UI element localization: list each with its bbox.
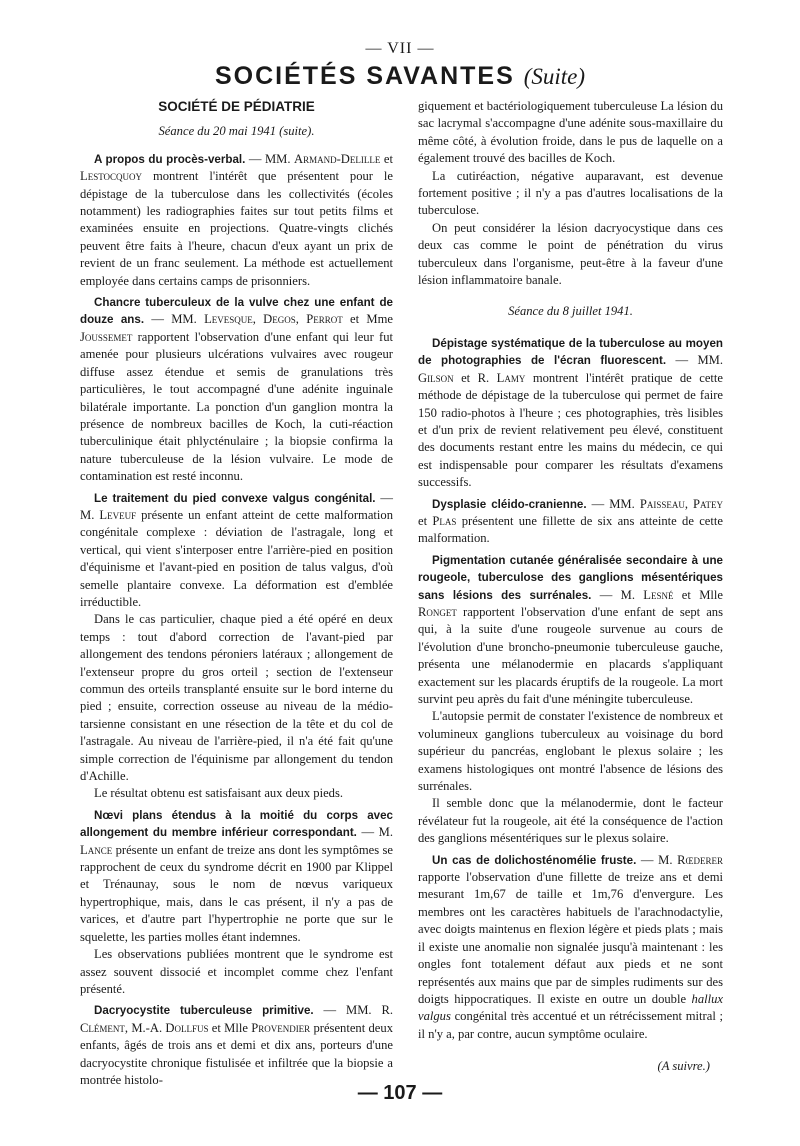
author: Lestocquoy <box>80 169 143 184</box>
article-text: présente un enfant atteint de cette malformation congénitale complexe : déviation de l'astragale, long et vertical, qui vient s'interposer entre l'arrière-pied en position d'équinisme et l'avant-pied en position de talus valgus, d'où semelle plantaire convexe. La déformation est d'emblée irréductible. <box>80 507 394 609</box>
text-fragment: — MM. <box>666 353 724 368</box>
title-text: SOCIÉTÉS SAVANTES <box>214 62 515 90</box>
article-text: rapporte l'observation d'une fillette de treize ans et demi mesurant 1m,67 de taille et 1m,76 d'envergure. Les membres ont les caractères habituels de l'arachnodactylie, avec doigts maintenus en flexion légère et pieds plats ; mais il existe une anomalie non signalée jusqu'à maintenant : les ongles font totalement défaut aux pieds et ne sont représentés aux mains que par de simples rudiments sur des doigts hippocratiques. Il existe en outre un double <box>418 870 723 1006</box>
text-fragment: et <box>418 513 433 528</box>
text-fragment: — MM. <box>144 312 205 327</box>
text-fragment: et <box>380 151 393 166</box>
text-fragment: et Mlle <box>208 1020 252 1035</box>
paragraph: Le résultat obtenu est satisfaisant aux deux pieds. <box>94 786 344 801</box>
text-fragment: — M. <box>80 490 393 522</box>
paragraph: L'autopsie permit de constater l'existence de nombreux et volumineux ganglions tuberculeux au voisinage du bord supérieur du pancréas, englobant le plexus solaire ; les examens histologiques ont montré l'absence de lésions des surrénales. <box>418 709 723 794</box>
author: Paisseau, Patey <box>639 496 723 511</box>
author: Lance <box>80 842 113 857</box>
text-fragment: — M. <box>356 825 393 840</box>
author: Lamy <box>496 370 526 385</box>
paragraph-continued: giquement et bactériologiquement tuberculeuse La lésion du sac lacrymal s'accompagne d'une adénite sous-maxillaire du même côté, à évolution froide, dans le pus de laquelle on a également trouvé des bacilles de Koch. <box>418 99 723 166</box>
author: Rœderer <box>677 852 723 867</box>
author: Joussemet <box>80 329 133 344</box>
title-suite: (Suite) <box>523 64 586 89</box>
article-text: congénital très accentué et un rétrécissement mitral ; il n'y a, par contre, aucun symptôme oculaire. <box>418 1009 723 1041</box>
running-header-page: — VII — <box>365 40 435 57</box>
article-dolichostenomelie <box>418 852 723 1043</box>
section-title: SOCIÉTÉ DE PÉDIATRIE <box>158 99 315 114</box>
left-column <box>80 96 393 1089</box>
text-fragment: — MM. <box>313 1003 382 1018</box>
article-text: présente un enfant de treize ans dont les symptômes se rapprochent de ceux du syndrome décrit en 1900 par Klippel et Trénaunay, sous le nom de nœvus variqueux hypertrophique, mais, dans le cas présent, il n'y a pas de varices, et d'autre part l'hypertrophie ne porte que sur le squelette, les parties molles étant indemnes. <box>80 842 393 944</box>
italic-term: hallux valgus <box>418 991 723 1024</box>
text-fragment: — M. <box>591 587 644 602</box>
author: Leveuf <box>99 507 137 522</box>
article-text: montrent l'intérêt pratique de cette méthode de dépistage de la tuberculose qui permet de faire 150 radio-photos à l'heure ; ces photographies, très lisibles et d'un prix de revient relativement peu élevé, constituent des documents restant entre les mains du médecin, ce qui est indispensable pour comparer les résultats d'examens successifs. <box>418 370 724 490</box>
text-fragment: — MM. <box>586 496 640 511</box>
paragraph: La cutiréaction, négative auparavant, est devenue fortement positive ; il n'y a pas d'autres localisations de la tuberculose. <box>418 168 723 218</box>
page-number: — 107 — <box>357 1082 443 1104</box>
article-title: Un cas de dolichosténomélie fruste. <box>432 853 637 867</box>
text-fragment: et R. <box>453 370 497 385</box>
article-title: Nœvi plans étendus à la moitié du corps avec allongement du membre inférieur correspondant. <box>80 808 393 840</box>
paragraph: Il semble donc que la mélanodermie, dont le facteur révélateur fut la rougeole, ait été la conséquence de l'action des ganglions mésentériques sur le plexus solaire. <box>418 796 723 846</box>
text-fragment: et Mlle <box>673 587 723 602</box>
author: Lesné <box>643 587 674 602</box>
article-proces-verbal <box>80 151 393 290</box>
author: Plas <box>432 513 457 528</box>
paragraph: On peut considérer la lésion dacryocystique dans ces deux cas comme le point de pénétration du virus tuberculeux dans l'organisme, peut-être à la faveur d'une lésion inflammatoire banale. <box>418 220 723 288</box>
article-dacryocystite <box>80 1002 393 1089</box>
article-text: présentent deux enfants, âgés de trois ans et demi et dix ans, porteurs d'une dacryocystite chronique fistulisée et infiltrée que la biopsie a montrée histolo- <box>80 1020 393 1087</box>
article-text: montrent l'intérêt que présentent pour le dépistage de la tuberculose dans les collectivités (écoles notamment) les radiographies faites sur tout petits films et examinées ensuite en projections. Quatre-vingts clichés peuvent être faits à l'heure, chacun d'eux ayant un prix de revient de un franc seulement. La méthode est actuellement employée dans certains camps de prisonniers. <box>80 169 393 288</box>
article-text: rapportent l'observation d'une enfant qui leur fut amenée pour plusieurs ulcérations vulvaires avec rougeur diffuse assez étendue et semis de granulations très particulières, le tout accompagné d'une adénite inguinale bilatérale importante. La ponction d'un ganglion montra la présence de nombreux bacilles de Koch, la cuti-réaction tuberculinique était phlycténulaire ; la biopsie confirma la nature tuberculeuse de la lésion vulvaire. Le mode de contamination est resté inconnu. <box>80 329 393 484</box>
seance-date: Séance du 20 mai 1941 (suite). <box>158 124 315 139</box>
article-title: Dysplasie cléido-cranienne. <box>432 497 587 511</box>
article-chancre <box>80 294 393 485</box>
right-column <box>418 98 723 1043</box>
seance-date: Séance du 8 juillet 1941. <box>508 304 633 319</box>
article-text: présentent une fillette de six ans atteinte de cette malformation. <box>418 513 723 546</box>
article-title: Le traitement du pied convexe valgus congénital. <box>94 491 376 505</box>
text-fragment: — MM. <box>245 151 295 166</box>
article-pigmentation <box>418 552 723 709</box>
article-title: A propos du procès-verbal. <box>94 152 246 166</box>
page-title <box>0 62 800 91</box>
article-noevi <box>80 807 393 946</box>
article-dysplasie <box>418 496 723 548</box>
article-title: Dépistage systématique de la tuberculose au moyen de photographies de l'écran fluorescent. <box>418 336 723 368</box>
to-be-continued: (A suivre.) <box>657 1059 710 1073</box>
author: R. Clément, M.-A. Dollfus <box>80 1003 393 1035</box>
author: Provendier <box>251 1020 311 1035</box>
author: Armand-Delille <box>294 151 381 166</box>
article-pied-convexe <box>80 490 393 612</box>
text-fragment: et Mme <box>342 312 393 327</box>
author: Gilson <box>418 370 454 385</box>
paragraph: Dans le cas particulier, chaque pied a été opéré en deux temps : tout d'abord correction de l'avant-pied par allongement des tendons péroniers latéraux ; allongement de l'extenseur propre du gros orteil ; section de l'extenseur commun des orteils transplanté ensuite sur le bord interne du pied ; ensuite, correction osseuse au niveau de la médio-tarsienne consistant en une résection de la tête et du col de l'astragale. Au niveau de l'arrière-pied, il n'a été fait qu'une simple correction de l'équinisme par allongement du tendon d'Achille. <box>80 612 393 784</box>
author: Ronget <box>418 604 457 619</box>
text-fragment: — M. <box>636 852 678 867</box>
paragraph: Les observations publiées montrent que le syndrome est assez souvent dissocié et incomplet comme chez l'enfant présenté. <box>80 947 393 996</box>
article-title: Chancre tuberculeux de la vulve chez une enfant de douze ans. <box>80 296 393 327</box>
author: Levesque, Degos, Perrot <box>204 312 343 327</box>
article-title: Dacryocystite tuberculeuse primitive. <box>94 1004 314 1018</box>
article-depistage <box>418 335 723 492</box>
article-text: rapportent l'observation d'une enfant de sept ans qui, à la suite d'une rougeole survenue au cours de l'évolution d'une broncho-pneumonie tuberculeuse gauche, présenta une mélanodermie en placards s'appliquant exactement sur les placards éruptifs de la rougeole. La mort survint peu après du fait d'une méningite tuberculeuse. <box>418 604 723 706</box>
article-title: Pigmentation cutanée généralisée secondaire à une rougeole, tuberculose des ganglions mésentériques sans lésions des surrénales. <box>418 553 723 602</box>
